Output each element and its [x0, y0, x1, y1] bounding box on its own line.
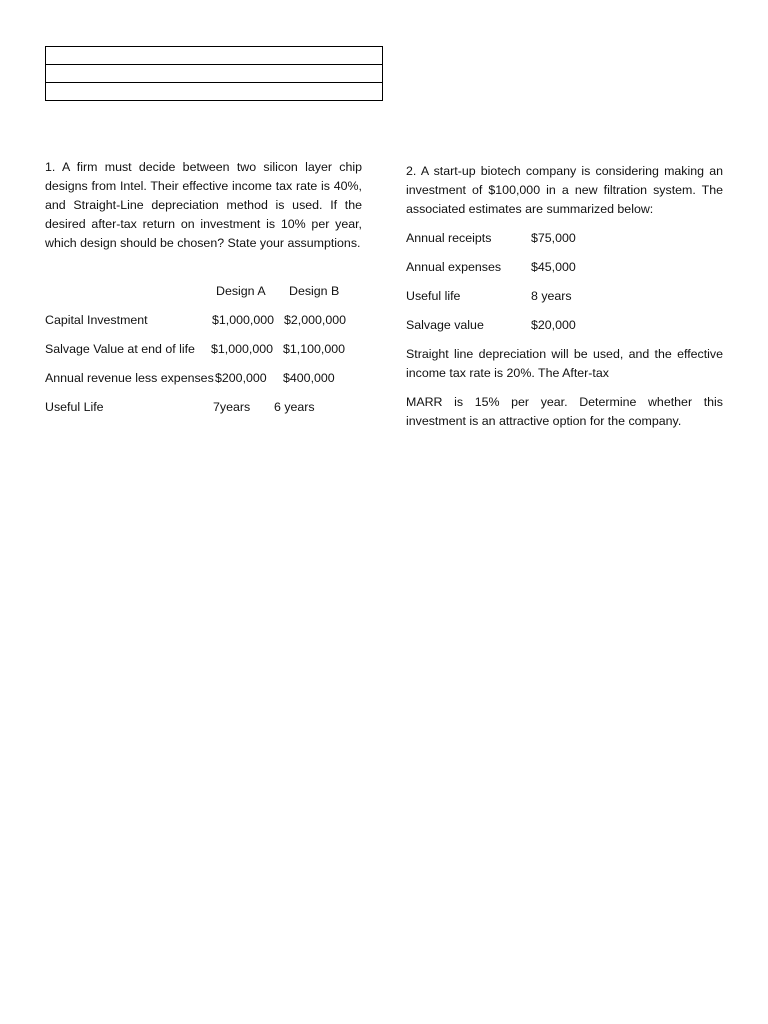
design-a-value: $200,000: [215, 371, 267, 385]
design-a-value: $1,000,000: [211, 342, 274, 356]
design-b-value: $400,000: [283, 371, 335, 385]
design-a-value: $1,000,000: [212, 313, 275, 327]
question-1: [45, 158, 362, 253]
question-2-marr: [406, 393, 723, 431]
row-label: Salvage Value at end of life: [45, 342, 195, 356]
estimate-label: Annual expenses: [406, 260, 502, 274]
design-b-header: Design B: [289, 284, 340, 298]
question-2-depreciation: [406, 345, 723, 383]
estimate-value: $75,000: [531, 231, 576, 245]
question-2-intro: 2. A start-up biotech company is considering making an investment of $100,000 in a new filtration system. The associated estimates are summarized below:: [406, 164, 723, 216]
question-2: [406, 162, 723, 219]
estimate-value: 8 years: [531, 289, 572, 303]
row-label: Useful Life: [45, 400, 104, 414]
question-1-text: 1. A firm must decide between two silicon layer chip designs from Intel. Their effective income tax rate is 40%, and Straight-Line depreciation method is used. If the desired after-tax return on investment is 10% per year, which design should be chosen? State your assumptions.: [45, 160, 362, 250]
row-label: Annual revenue less expenses: [45, 371, 214, 385]
design-a-value: 7years: [213, 400, 251, 414]
estimate-label: Useful life: [406, 289, 461, 303]
header-table-row: [45, 82, 383, 101]
estimate-value: $20,000: [531, 318, 576, 332]
header-table-row: [45, 46, 383, 64]
header-table: [45, 46, 383, 101]
design-b-value: $1,100,000: [283, 342, 346, 356]
marr-text: MARR is 15% per year. Determine whether this investment is an attractive option for the company.: [406, 395, 723, 428]
design-a-header: Design A: [216, 284, 266, 298]
row-label: Capital Investment: [45, 313, 148, 327]
depreciation-text: Straight line depreciation will be used, and the effective income tax rate is 20%. The After-tax: [406, 347, 723, 380]
estimate-label: Salvage value: [406, 318, 484, 332]
design-b-value: 6 years: [274, 400, 315, 414]
header-table-row: [45, 64, 383, 82]
estimate-label: Annual receipts: [406, 231, 492, 245]
estimate-value: $45,000: [531, 260, 576, 274]
design-b-value: $2,000,000: [284, 313, 347, 327]
